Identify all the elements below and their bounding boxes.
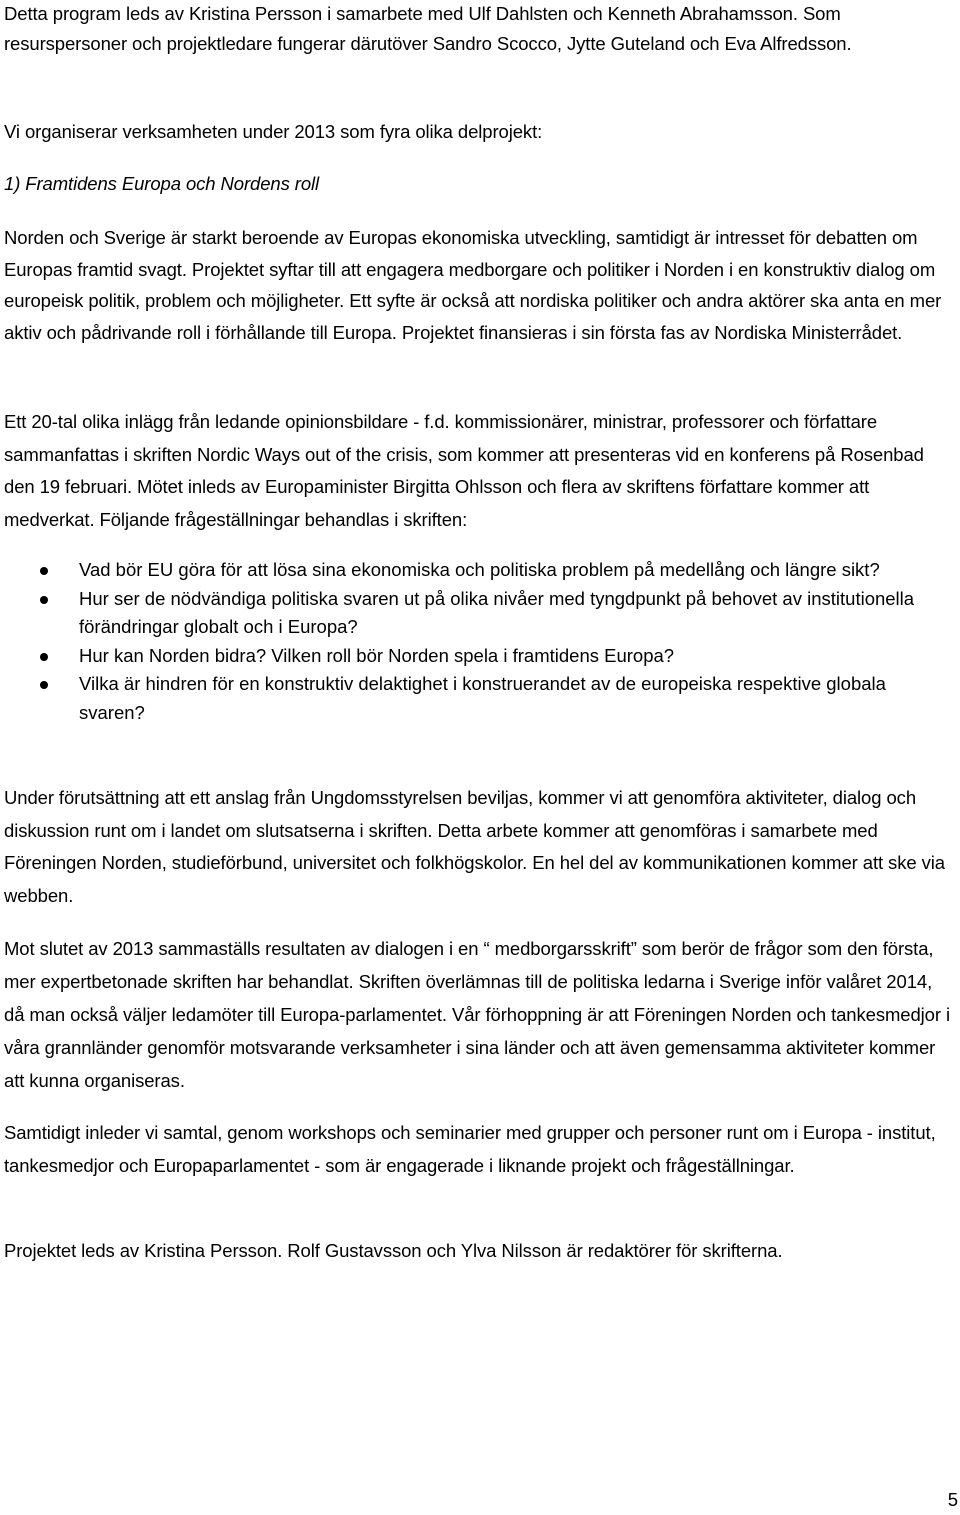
bullet-icon (40, 653, 48, 661)
body-paragraph-1: Norden och Sverige är starkt beroende av Europas ekonomiska utveckling, samtidigt är intresset för debatten om Europas framtid svagt. Projektet syftar till att engagera medborgare och politiker i Norden i en konstruktiv dialog om europeisk politik, problem och möjligheter. Ett syfte är också att nordiska politiker och andra aktörer ska anta en mer aktiv och pådrivande roll i förhållande till Europa. Projektet finansieras i sin första fas av Nordiska Ministerrådet. (4, 227, 942, 343)
bullet-icon (40, 596, 48, 604)
list-item (4, 642, 919, 671)
question-list (4, 556, 960, 727)
page-number: 5 (947, 1489, 958, 1510)
organization-sentence: Vi organiserar verksamheten under 2013 som fyra olika delprojekt: (4, 121, 543, 142)
body-paragraph-3: Under förutsättning att ett anslag från Ungdomsstyrelsen beviljas, kommer vi att genomföra aktiviteter, dialog och diskussion runt om i landet om slutsatserna i skriften. Detta arbete kommer att genomföras i samarbete med Föreningen Norden, studieförbund, universitet och folkhögskolor. En hel del av kommunikationen kommer att ske via webben. (4, 787, 945, 906)
list-item-text: Hur kan Norden bidra? Vilken roll bör Norden spela i framtidens Europa? (79, 644, 675, 666)
body-paragraph-5: Samtidigt inleder vi samtal, genom workshops och seminarier med grupper och personer runt om i Europa - institut, tankesmedjor och Europaparlamentet - som är engagerade i liknande projekt och frågeställningar. (4, 1122, 936, 1176)
list-item (4, 670, 919, 727)
body-paragraph-4: Mot slutet av 2013 sammaställs resultaten av dialogen i en “ medborgarsskrift” som berör de frågor som den första, mer expertbetonade skriften har behandlat. Skriften överlämnas till de politiska ledarna i Sverige inför valåret 2014, då man också väljer ledamöter till Europa-parlamentet. Vår förhoppning är att Föreningen Norden och tankesmedjor i våra grannländer genomför motsvarande verksamheter i sina länder och att även gemensamma aktiviteter kommer att kunna organiseras. (4, 938, 950, 1091)
bullet-icon (40, 681, 48, 689)
intro-paragraph: Detta program leds av Kristina Persson i samarbete med Ulf Dahlsten och Kenneth Abrahamsson. Som resurspersoner och projektledare fungerar därutöver Sandro Scocco, Jytte Guteland och Eva Alfredsson. (4, 3, 852, 54)
bullet-icon (40, 567, 48, 575)
list-item (4, 556, 919, 585)
list-item (4, 585, 919, 642)
list-item-text: Vilka är hindren för en konstruktiv delaktighet i konstruerandet av de europeiska respektive globala svaren? (79, 673, 886, 723)
list-item-text: Vad bör EU göra för att lösa sina ekonomiska och politiska problem på medellång och längre sikt? (79, 559, 880, 580)
body-paragraph-2: Ett 20-tal olika inlägg från ledande opinionsbildare - f.d. kommissionärer, ministrar, professorer och författare sammanfattas i skriften Nordic Ways out of the crisis, som kommer att presenteras vid en konferens på Rosenbad den 19 februari. Mötet inleds av Europaminister Birgitta Ohlsson och flera av skriftens författare kommer att medverkat. Följande frågeställningar behandlas i skriften: (4, 411, 924, 530)
list-item-text: Hur ser de nödvändiga politiska svaren ut på olika nivåer med tyngdpunkt på behovet av institutionella förändringar globalt och i Europa? (79, 587, 915, 637)
body-paragraph-6: Projektet leds av Kristina Persson. Rolf Gustavsson och Ylva Nilsson är redaktörer för skrifterna. (4, 1240, 783, 1261)
subproject-heading: 1) Framtidens Europa och Nordens roll (4, 173, 320, 194)
